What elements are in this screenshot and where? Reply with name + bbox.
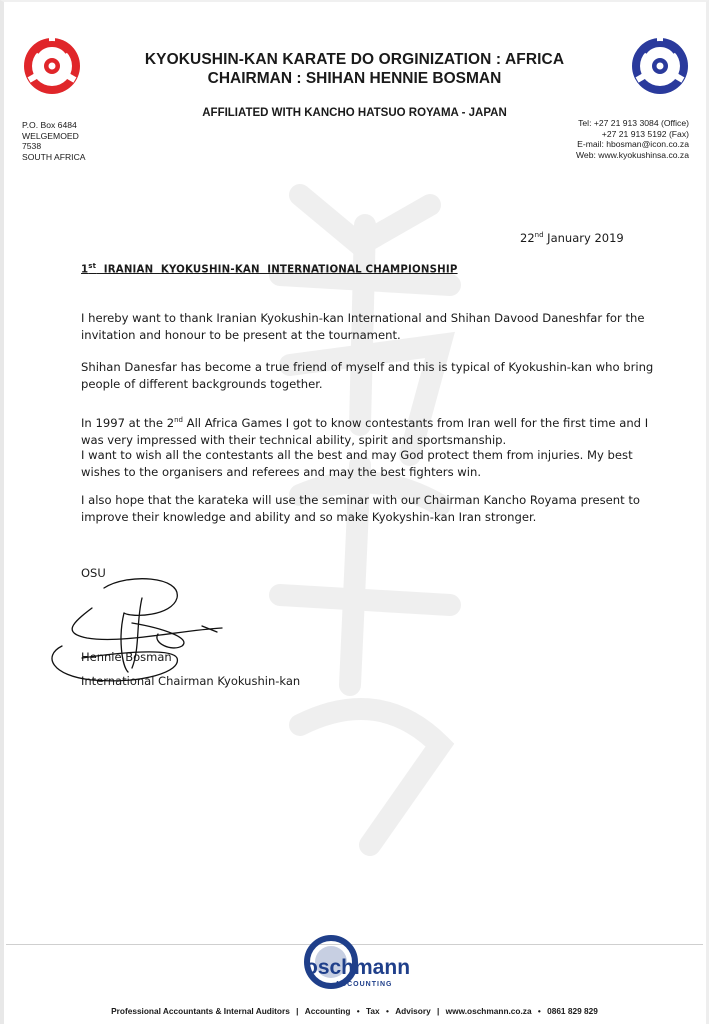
oschmann-logo <box>297 930 415 998</box>
footer-item: Advisory <box>395 1006 431 1016</box>
organization-title: KYOKUSHIN-KAN KARATE DO ORGINIZATION : AFRICA <box>144 51 565 68</box>
letter-paragraph: Shihan Danesfar has become a true friend of myself and this is typical of Kyokushin-kan who bring people of different backgrounds together. <box>81 360 654 392</box>
letter-paragraph: I also hope that the karateka will use the seminar with our Chairman Kancho Royama present to improve their knowledge and ability and so make Kyokyshin-kan Iran stronger. <box>81 493 640 525</box>
oschmann-brand-subtext: ACCOUNTING <box>335 981 393 988</box>
postal-address <box>22 120 86 162</box>
footer-separator: • <box>537 1006 541 1016</box>
contact-web: Web: www.kyokushinsa.co.za <box>575 149 689 160</box>
letter-date: 22nd January 2019 <box>520 231 624 245</box>
footer-website: www.oschmann.co.za <box>445 1006 532 1016</box>
oschmann-brand-text: oschmann <box>305 956 411 979</box>
footer-item: Accounting <box>304 1006 351 1016</box>
signer-title: International Chairman Kyokushin-kan <box>81 674 301 688</box>
affiliation-line: AFFILIATED WITH KANCHO HATSUO ROYAMA - JAPAN <box>202 107 507 119</box>
letter-paragraph: I hereby want to thank Iranian Kyokushin-kan International and Shihan Davood Daneshfar for the invitation and honour to be present at the tournament. <box>81 311 645 343</box>
footer-item: Tax <box>365 1006 380 1016</box>
footer-services <box>0 1006 709 1016</box>
contact-details <box>576 118 689 160</box>
chairman-title: CHAIRMAN : SHIHAN HENNIE BOSMAN <box>207 70 502 87</box>
letter-paragraph: In 1997 at the 2nd All Africa Games I got to know contestants from Iran well for the first time and I was very impressed with their technical ability, spirit and sportsmanship. <box>81 415 649 448</box>
address-line: SOUTH AFRICA <box>22 151 86 162</box>
address-line: P.O. Box 6484 <box>22 120 77 130</box>
address-line: WELGEMOED <box>22 130 79 141</box>
letter-closing: OSU <box>81 566 106 580</box>
contact-email: E-mail: hbosman@icon.co.za <box>577 139 689 150</box>
signer-name: Hennie Bosman <box>81 650 172 664</box>
letter-paragraph: I want to wish all the contestants all the best and may God protect them from injuries. My best wishes to the organisers and referees and may the best fighters win. <box>81 448 633 480</box>
contact-fax: +27 21 913 5192 (Fax) <box>601 128 689 139</box>
letter-title: 1st IRANIAN KYOKUSHIN-KAN INTERNATIONAL CHAMPIONSHIP <box>81 262 458 276</box>
footer-item: Professional Accountants & Internal Auditors <box>111 1006 290 1016</box>
address-line: 7538 <box>22 141 42 152</box>
handwritten-signature <box>32 568 232 690</box>
contact-phone: Tel: +27 21 913 3084 (Office) <box>578 118 689 128</box>
footer-separator: • <box>385 1006 389 1016</box>
footer-separator: | <box>437 1006 440 1016</box>
footer-separator: | <box>296 1006 299 1016</box>
footer-phone: 0861 829 829 <box>547 1006 598 1016</box>
footer-separator: • <box>356 1006 360 1016</box>
